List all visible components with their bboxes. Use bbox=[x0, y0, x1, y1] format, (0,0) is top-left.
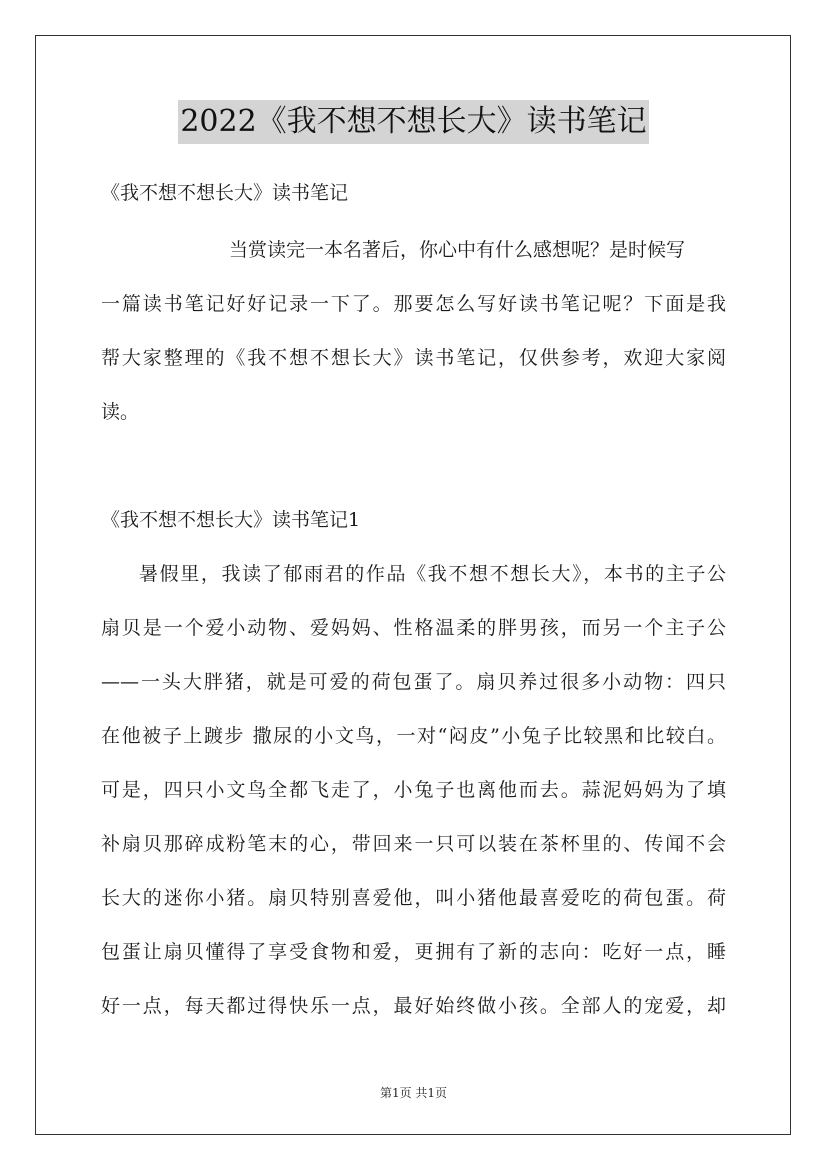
subtitle: 《我不想不想长大》读书笔记 bbox=[101, 182, 349, 204]
body-line: 好一点，每天都过得快乐一点，最好始终做小孩。全部人的宠爱，却 bbox=[101, 995, 726, 1017]
body-line: 补扇贝那碎成粉笔末的心，带回来一只可以装在茶杯里的、传闻不会 bbox=[101, 833, 726, 855]
title-wrap bbox=[0, 100, 827, 144]
body-line: 扇贝是一个爱小动物、爱妈妈、性格温柔的胖男孩，而另一个主子公 bbox=[101, 617, 726, 639]
body-line: ——一头大胖猪，就是可爱的荷包蛋了。扇贝养过很多小动物：四只 bbox=[101, 671, 726, 693]
body-line: 长大的迷你小猪。扇贝特别喜爱他，叫小猪他最喜爱吃的荷包蛋。荷 bbox=[101, 887, 726, 909]
document-title: 2022《我不想不想长大》读书笔记 bbox=[178, 100, 648, 144]
body-line: 可是，四只小文鸟全都飞走了，小兔子也离他而去。蒜泥妈妈为了填 bbox=[101, 779, 726, 801]
intro-line: 一篇读书笔记好好记录一下了。那要怎么写好读书笔记呢？下面是我 bbox=[101, 293, 726, 315]
body-line: 暑假里，我读了郁雨君的作品《我不想不想长大》，本书的主子公 bbox=[139, 563, 726, 585]
intro-line: 帮大家整理的《我不想不想长大》读书笔记，仅供参考，欢迎大家阅 bbox=[101, 347, 726, 369]
section-heading: 《我不想不想长大》读书笔记1 bbox=[101, 509, 361, 531]
page-footer: 第1页 共1页 bbox=[379, 1086, 448, 1100]
intro-line: 读。 bbox=[101, 401, 140, 423]
body-line: 包蛋让扇贝懂得了享受食物和爱，更拥有了新的志向：吃好一点，睡 bbox=[101, 941, 726, 963]
intro-line: 当赏读完一本名著后，你心中有什么感想呢？是时候写 bbox=[229, 239, 686, 261]
body-line: 在他被子上踱步 撒尿的小文鸟，一对“闷皮”小兔子比较黑和比较白。 bbox=[101, 725, 726, 747]
